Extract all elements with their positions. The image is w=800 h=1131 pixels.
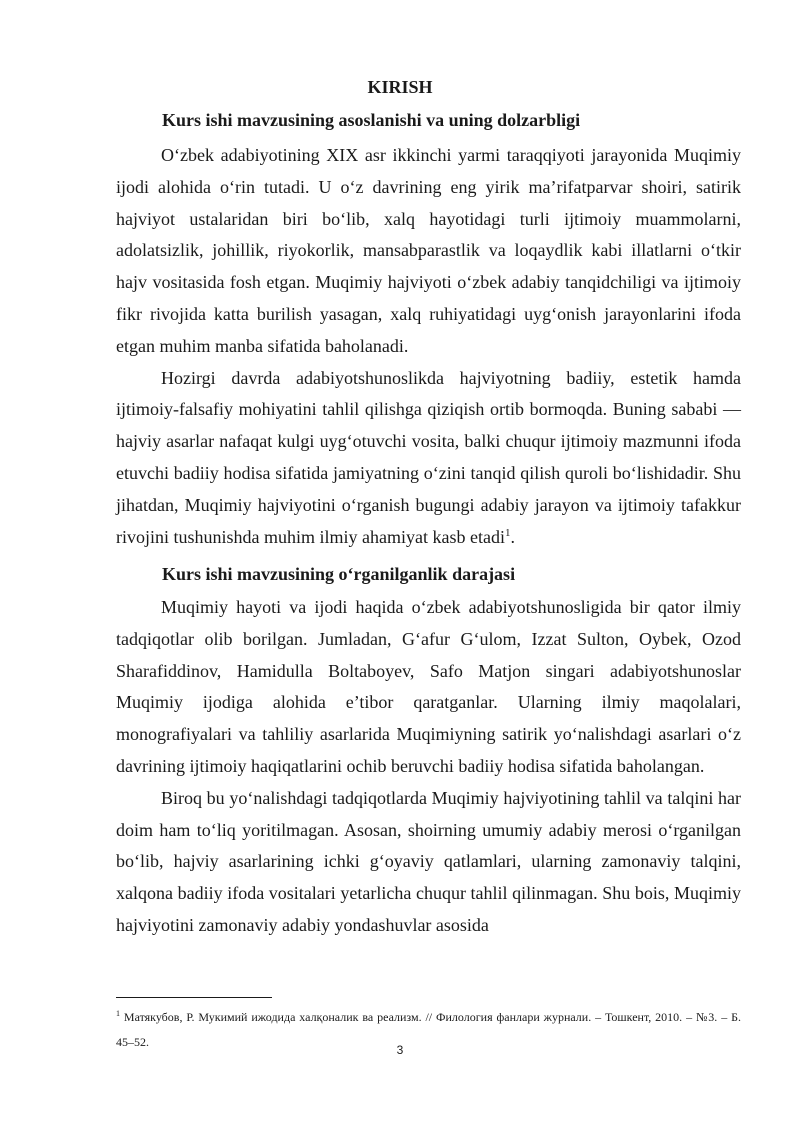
page-title: KIRISH (367, 77, 433, 97)
section-heading-study-level: Kurs ishi mavzusining o‘rganilganlik darajasi (162, 564, 516, 584)
page-number: 3 (396, 1043, 404, 1057)
footnote-reference[interactable]: 1 (504, 526, 511, 539)
section-heading-relevance: Kurs ishi mavzusining asoslanishi va uning dolzarbligi (162, 110, 581, 130)
footnote-text: Матякубов, Р. Мукимий ижодида халқоналик ва реализм. // Филология фанлари журнали. – Тошкент, 2010. – №3. – Б. 45–52. (116, 1010, 741, 1049)
footnote-separator (116, 997, 272, 998)
paragraph (116, 363, 741, 554)
paragraph-text: Hozirgi davrda adabiyotshunoslikda hajviyotning badiiy, estetik hamda ijtimoiy-falsafiy mohiyatini tahlil qilishga qiziqish ortib bormoqda. Buning sababi — hajviy asarlar nafaqat kulgi uyg‘otuvchi vosita, balki chuqur ijtimoiy mazmunni ifoda etuvchi badiiy hodisa sifatida jamiyatning o‘zini tanqid qilish quroli bo‘lishidadir. Shu jihatdan, Muqimiy hajviyotini o‘rganish bugungi adabiy jarayon va ijtimoiy tafakkur rivojini tushunishda muhim ilmiy ahamiyat kasb etadi (116, 367, 741, 547)
paragraph: Muqimiy hayoti va ijodi haqida o‘zbek adabiyotshunosligida bir qator ilmiy tadqiqotlar olib borilgan. Jumladan, G‘afur G‘ulom, Izzat Sulton, Oybek, Ozod Sharafiddinov, Hamidulla Boltaboyev, Safo Matjon singari adabiyotshunoslar Muqimiy ijodiga alohida e’tibor qaratganlar. Ularning ilmiy maqolalari, monografiyalari va tahliliy asarlarida Muqimiyning satirik yo‘nalishdagi asarlari o‘z davrining ijtimoiy haqiqatlarini ochib beruvchi badiiy hodisa sifatida baholangan. (116, 597, 741, 776)
paragraph: Biroq bu yo‘nalishdagi tadqiqotlarda Muqimiy hajviyotining tahlil va talqini har doim ham to‘liq yoritilmagan. Asosan, shoirning umumiy adabiy merosi o‘rganilgan bo‘lib, hajviy asarlarining ichki g‘oyaviy qatlamlari, ularning zamonaviy talqini, xalqona badiiy ifoda vositalari yetarlicha chuqur tahlil qilinmagan. Shu bois, Muqimiy hajviyotini zamonaviy adabiy yondashuvlar asosida (116, 787, 741, 935)
paragraph-end: . (510, 526, 515, 547)
section-body-study-level (116, 592, 741, 942)
section-body-relevance (116, 140, 741, 553)
paragraph: O‘zbek adabiyotining XIX asr ikkinchi yarmi taraqqiyoti jarayonida Muqimiy ijodi alohida o‘rin tutadi. U o‘z davrining eng yirik ma’rifatparvar shoiri, satirik hajviyot ustalaridan biri bo‘lib, xalq hayotidagi turli ijtimoiy muammolarni, adolatsizlik, johillik, riyokorlik, mansabparastlik va loqaydlik kabi illatlarni o‘tkir hajv vositasida fosh etgan. Muqimiy hajviyoti o‘zbek adabiy tanqidchiligi va ijtimoiy fikr rivojida katta burilish yasagan, xalq ruhiyatidagi uyg‘onish jarayonlarini ifoda etgan muhim manba sifatida baholanadi. (116, 145, 741, 356)
footnote-number: 1 (116, 1009, 120, 1018)
